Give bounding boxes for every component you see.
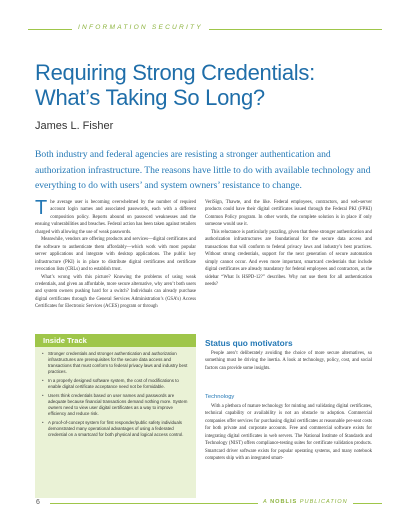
paragraph: VeriSign, Thawte, and the like. Federal employees, contractors, and web-server products could have their digital certificates issued through the Federal PKI (FPKI) Common Policy program. In other words, the complete solution is in place if only someone would use it.: [205, 200, 372, 228]
paragraph: With a plethora of mature technology for minting and validating digital certificates, technical capability or availability is not an obstacle to adoption. Commercial companies offer services for purchasing digital certificates at reasonable per-seat costs for both private and corporate accounts. Free and commercial software exists for integrating digital certificates in web servers. The National Institute of Standards and Technology (NIST) offers compliance-testing suites for certificate validation products. Smartcard driver software exists for popular operating systems, and many notebook computers ship with an integrated smart-: [205, 404, 372, 462]
drop-cap: T: [35, 197, 48, 219]
sidebar-list: [35, 347, 196, 438]
paragraph: Meanwhile, vendors are offering products and services—digital certificates and the software to authenticate them affordably—which work with most popular server applications and integrate with desktop applications. The public key infrastructure (PKI) is in place to distribute digital certificates and certificate revocation lists (CRLs) and to establish trust.: [35, 237, 196, 273]
subheading-technology: Technology: [205, 394, 235, 400]
publication-brand: NOBLIS: [270, 499, 298, 505]
page-number: 6: [36, 499, 40, 506]
list-item: • A proof-of-concept system for first responder/public safety individuals demonstrated many operational advantages of using a federated credential on a smartcard for both physical and logical access control.: [42, 420, 189, 438]
technology-paragraph: [205, 403, 372, 463]
paragraph-text: he average user is becoming overwhelmed by the number of required account login names and associated passwords, each with a different composition policy. Reports abound on password weaknesses and the ensuing vulnerabilities and breaches. Federal action has been taken against retailers charged with allowing the use of weak passwords.: [35, 200, 196, 235]
title-line-2: What’s Taking So Long?: [35, 85, 265, 110]
left-column: [35, 199, 196, 311]
publication-suffix: PUBLICATION: [299, 499, 348, 505]
publication-prefix: A: [263, 499, 268, 505]
paragraph: This reluctance is particularly puzzling, given that these stronger authentication and authorization infrastructures are foundational for the secure data access and transactions that will conform to federal privacy laws and industry’s best practices. Without strong credentials, support for the next generation of secure automation simply cannot occur. And even more important, smartcard credentials that include digital certificates are already mandatory for federal employees and contractors, as the sidebar “What Is HSPD-12?” describes. Why not use them for all authentication needs?: [205, 229, 372, 287]
section-heading-status: Status quo motivators: [205, 338, 293, 348]
list-item: • Stronger credentials and stronger authentication and authorization infrastructures are prerequisites for the secure data access and transactions that must conform to federal privacy laws and industry best practices.: [42, 351, 189, 375]
sidebar-title: Inside Track: [35, 334, 196, 347]
paragraph: What’s wrong with this picture? Knowing the problems of using weak credentials, and given an affordable, more secure alternative, why aren’t both users and system owners pushing hard for a switch? Individuals can already purchase digital certificates through the General Services Administration’s (GSA’s) Access Certificates for Electronic Services (ACES) program or through: [35, 274, 196, 310]
right-column: [205, 199, 372, 288]
list-item: • Users think credentials based on user names and passwords are adequate because financial transactions demand nothing more. System owners need to view user digital certificates as a way to improve efficiency and reduce risk.: [42, 393, 189, 417]
section-header: [0, 12, 400, 31]
paragraph: People aren’t deliberately avoiding the choice of more secure alternatives, so something must be driving the inertia. A look at technology, policy, cost, and social factors can provide some insights.: [205, 351, 372, 371]
article-deck: Both industry and federal agencies are resisting a stronger authentication and authorization infrastructure. The reasons have little to do with available technology and everything to do with users’ and system owners’ resistance to change.: [35, 149, 371, 191]
title-line-1: Requiring Strong Credentials:: [35, 60, 315, 85]
paragraph: [35, 199, 196, 236]
list-item: • In a properly designed software system, the cost of modifications to enable digital certificate acceptance need not be formidable.: [42, 378, 189, 390]
article-title: [35, 60, 365, 110]
inside-track-sidebar: [35, 334, 196, 498]
status-paragraph: [205, 350, 372, 372]
publication-label: [258, 499, 353, 505]
section-label: INFORMATION SECURITY: [72, 24, 209, 31]
author-byline: James L. Fisher: [35, 120, 114, 132]
